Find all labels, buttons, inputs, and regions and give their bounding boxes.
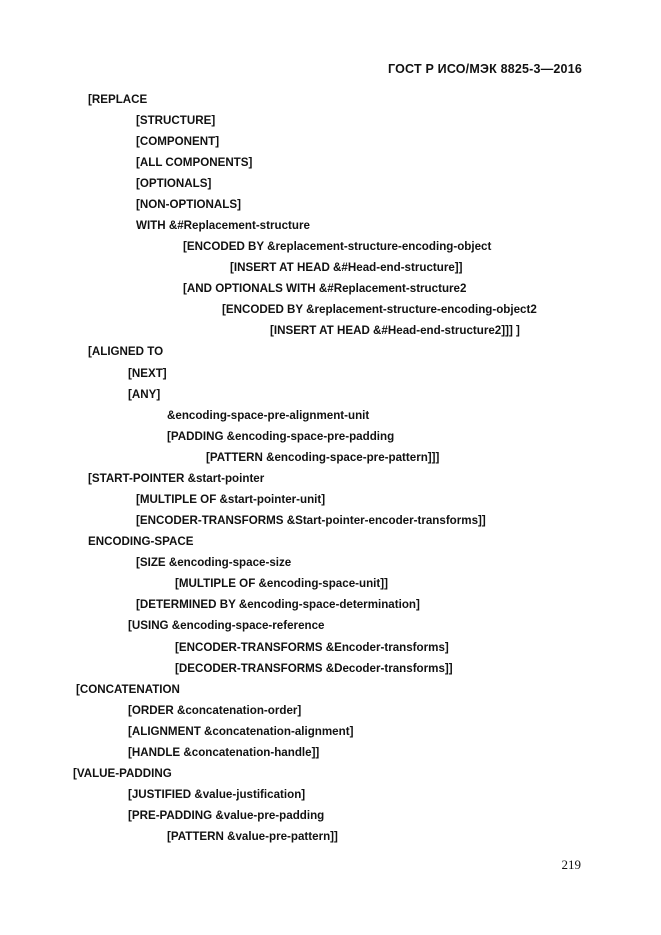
code-line: [USING &encoding-space-reference — [128, 619, 325, 632]
code-line: [ENCODER-TRANSFORMS &Encoder-transforms] — [175, 641, 449, 654]
code-line: [JUSTIFIED &value-justification] — [128, 788, 306, 801]
code-line: [VALUE-PADDING — [73, 767, 172, 780]
code-line: &encoding-space-pre-alignment-unit — [167, 409, 370, 422]
code-line: [ENCODED BY &replacement-structure-encoding-object — [183, 240, 492, 253]
code-line: [ENCODER-TRANSFORMS &Start-pointer-encoder-transforms]] — [136, 514, 486, 527]
code-line: [PATTERN &value-pre-pattern]] — [167, 830, 338, 843]
code-line: [PATTERN &encoding-space-pre-pattern]]] — [206, 451, 440, 464]
code-line: [ALIGNED TO — [88, 345, 164, 358]
code-line: [START-POINTER &start-pointer — [88, 472, 265, 485]
code-line: [NON-OPTIONALS] — [136, 198, 241, 211]
code-line: [COMPONENT] — [136, 135, 220, 148]
code-line: [PRE-PADDING &value-pre-padding — [128, 809, 325, 822]
code-line: [CONCATENATION — [76, 683, 180, 696]
code-line: [DECODER-TRANSFORMS &Decoder-transforms]] — [175, 662, 453, 675]
code-line: [ANY] — [128, 388, 161, 401]
code-line: [ALL COMPONENTS] — [136, 156, 253, 169]
code-line: [PADDING &encoding-space-pre-padding — [167, 430, 395, 443]
code-line: [OPTIONALS] — [136, 177, 212, 190]
code-line: [STRUCTURE] — [136, 114, 216, 127]
code-line: [NEXT] — [128, 367, 167, 380]
code-line: WITH &#Replacement-structure — [136, 219, 310, 232]
code-line: [MULTIPLE OF &start-pointer-unit] — [136, 493, 326, 506]
document-header: ГОСТ Р ИСО/МЭК 8825-3—2016 — [387, 62, 582, 76]
code-line: [INSERT AT HEAD &#Head-end-structure2]]] ] — [270, 324, 520, 337]
code-line: [REPLACE — [88, 93, 148, 106]
code-line: [DETERMINED BY &encoding-space-determination] — [136, 598, 420, 611]
code-line: [HANDLE &concatenation-handle]] — [128, 746, 320, 759]
code-line: [MULTIPLE OF &encoding-space-unit]] — [175, 577, 388, 590]
code-line: [AND OPTIONALS WITH &#Replacement-structure2 — [183, 282, 467, 295]
code-line: [ENCODED BY &replacement-structure-encoding-object2 — [222, 303, 537, 316]
code-line: [SIZE &encoding-space-size — [136, 556, 292, 569]
code-line: [ALIGNMENT &concatenation-alignment] — [128, 725, 354, 738]
page-number: 219 — [561, 857, 581, 872]
code-line: [ORDER &concatenation-order] — [128, 704, 302, 717]
code-line: ENCODING-SPACE — [88, 535, 194, 548]
code-line: [INSERT AT HEAD &#Head-end-structure]] — [230, 261, 463, 274]
